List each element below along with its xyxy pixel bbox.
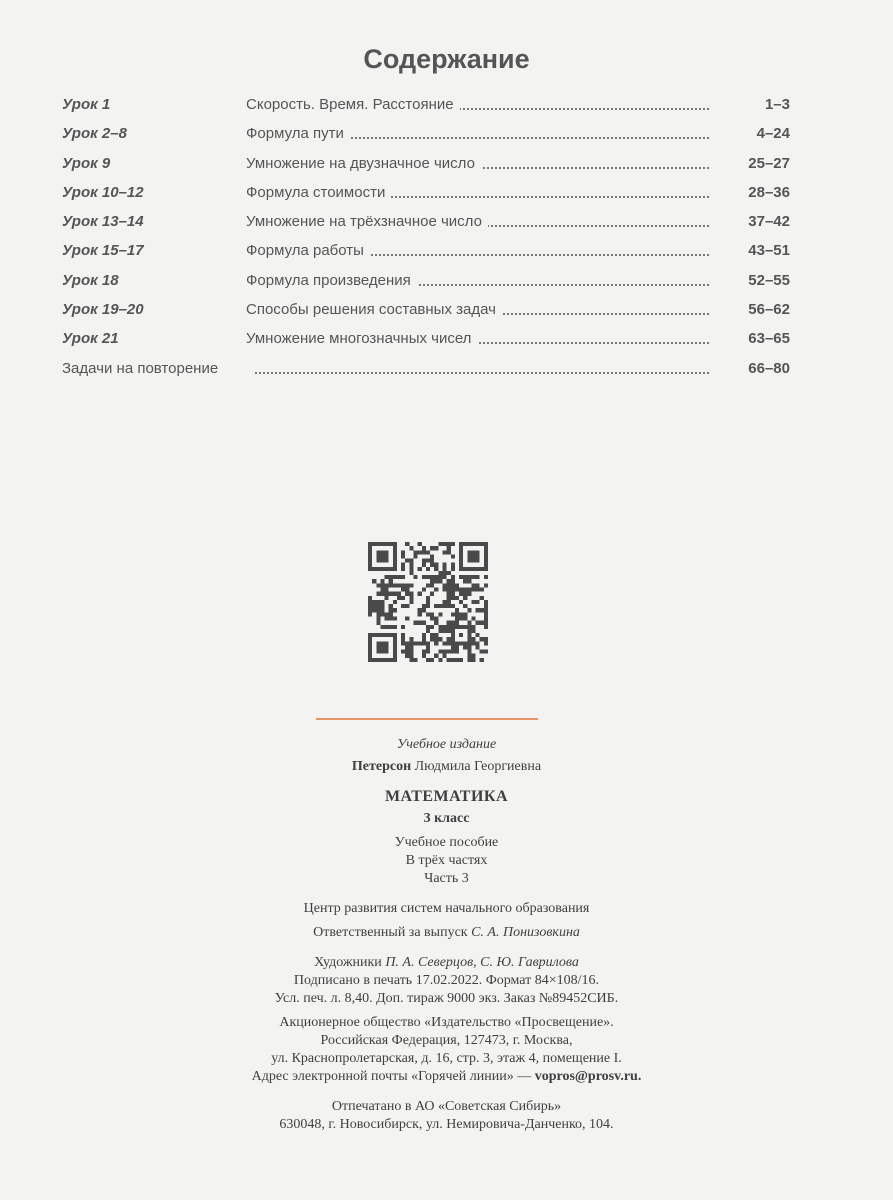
toc-pages: 56–62 — [748, 301, 790, 319]
hotline-line — [0, 1068, 893, 1086]
printer-line-1: Отпечатано в АО «Советская Сибирь» — [331, 1099, 562, 1114]
toc-topic: Формула работы — [246, 242, 370, 259]
edition-type: Учебное издание — [396, 737, 497, 752]
author-name: Людмила Георгиевна — [414, 759, 542, 774]
toc-row-review — [62, 356, 792, 385]
toc-topic: Скорость. Время. Расстояние — [246, 96, 460, 113]
table-of-contents — [62, 92, 792, 385]
toc-topic: Способы решения составных задач — [246, 301, 502, 318]
artists-names: П. А. Северцов, С. Ю. Гаврилова — [385, 955, 579, 970]
toc-lesson: Урок 19–20 — [62, 301, 144, 319]
toc-pages: 1–3 — [764, 96, 790, 113]
toc-pages: 37–42 — [748, 213, 790, 231]
toc-lesson: Урок 15–17 — [62, 242, 144, 260]
toc-lesson: Урок 13–14 — [62, 213, 144, 231]
hotline-email: vopros@prosv.ru — [534, 1069, 638, 1084]
toc-row — [62, 326, 792, 355]
toc-topic: Умножение на двузначное число — [246, 155, 481, 172]
toc-leader-dots — [255, 372, 709, 374]
toc-topic: Формула пути — [246, 125, 350, 142]
book-type: Учебное пособие — [394, 835, 499, 850]
toc-row — [62, 238, 792, 267]
toc-row — [62, 268, 792, 297]
toc-lesson: Урок 10–12 — [62, 183, 144, 201]
toc-pages: 52–55 — [748, 271, 790, 289]
artists-line — [0, 954, 893, 972]
divider-rule — [316, 718, 538, 720]
center-line: Центр развития систем начального образования — [303, 901, 590, 916]
toc-topic: Задачи на повторение — [62, 360, 224, 377]
toc-topic: Умножение на трёхзначное число — [246, 213, 488, 230]
editor-line — [0, 924, 893, 942]
author-surname: Петерсон — [351, 759, 412, 774]
toc-pages: 25–27 — [748, 154, 790, 172]
toc-topic: Формула стоимости — [246, 184, 391, 201]
hotline-label: Адрес электронной почты «Горячей линии» — — [251, 1069, 532, 1084]
toc-topic: Формула произведения — [246, 272, 417, 289]
artists-label: Художники — [314, 955, 382, 970]
toc-pages: 66–80 — [748, 359, 790, 377]
book-part: Часть 3 — [424, 871, 469, 886]
print-signed: Подписано в печать 17.02.2022. Формат 84×108/16. — [293, 973, 600, 988]
toc-lesson: Урок 1 — [62, 96, 111, 113]
print-run: Усл. печ. л. 8,40. Доп. тираж 9000 экз. Заказ №89452СИБ. — [274, 991, 619, 1006]
toc-lesson: Урок 21 — [62, 330, 119, 348]
book-parts: В трёх частях — [405, 853, 488, 868]
imprint-block — [0, 736, 893, 1134]
printer-line-2: 630048, г. Новосибирск, ул. Немировича-Данченко, 104. — [279, 1117, 614, 1132]
publisher-line-3: ул. Краснопролетарская, д. 16, стр. 3, этаж 4, помещение I. — [271, 1051, 622, 1066]
toc-pages: 28–36 — [748, 183, 790, 201]
toc-row — [62, 151, 792, 180]
toc-row — [62, 92, 792, 121]
editor-name: С. А. Понизовкина — [471, 925, 580, 940]
publisher-line-1: Акционерное общество «Издательство «Просвещение». — [279, 1015, 614, 1030]
toc-row — [62, 297, 792, 326]
book-title: МАТЕМАТИКА — [384, 788, 509, 805]
publisher-line-2: Российская Федерация, 127473, г. Москва, — [320, 1033, 573, 1048]
qr-code-icon — [368, 542, 488, 662]
hotline-end: . — [637, 1069, 642, 1084]
toc-row — [62, 180, 792, 209]
toc-row — [62, 121, 792, 150]
toc-row — [62, 209, 792, 238]
toc-pages: 63–65 — [748, 330, 790, 348]
page-title: Содержание — [363, 44, 530, 74]
toc-pages: 4–24 — [756, 125, 790, 143]
book-grade: 3 класс — [423, 811, 470, 826]
toc-lesson: Урок 18 — [62, 271, 119, 289]
author-line — [0, 758, 893, 776]
toc-pages: 43–51 — [748, 242, 790, 260]
editor-label: Ответственный за выпуск — [313, 925, 468, 940]
toc-lesson: Урок 9 — [62, 154, 111, 172]
toc-topic: Умножение многозначных чисел — [246, 330, 477, 347]
toc-lesson: Урок 2–8 — [62, 125, 127, 143]
